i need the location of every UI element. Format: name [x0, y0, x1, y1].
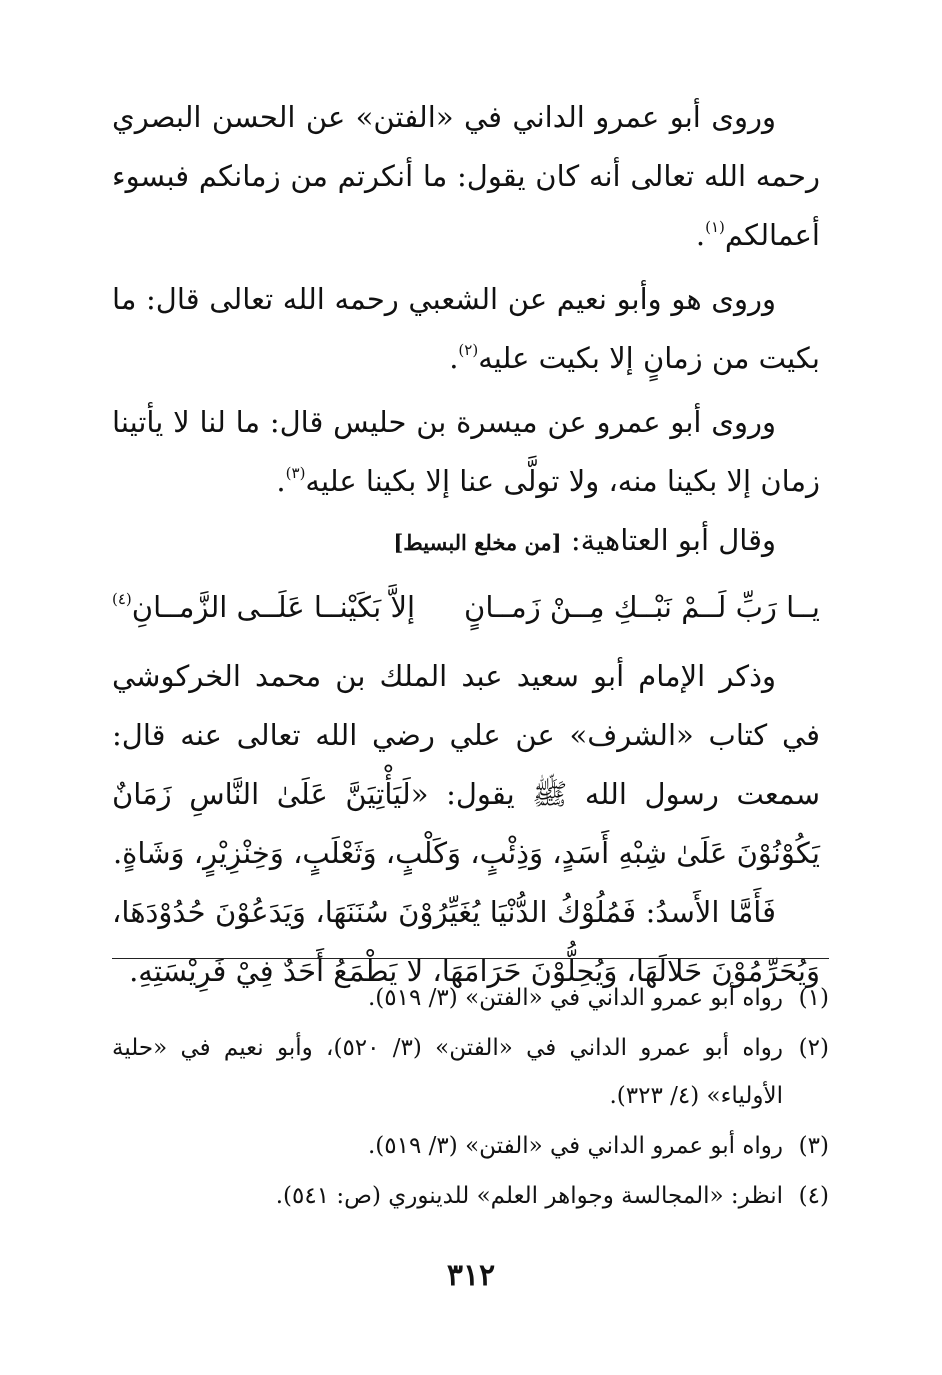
footnote-ref-3: (٣)	[285, 464, 306, 482]
footnote-separator	[112, 958, 829, 959]
footnote-item	[112, 974, 829, 1022]
footnote-text: انظر: «المجالسة وجواهر العلم» للدينوري (ص: ٥٤١).	[275, 1183, 783, 1209]
poem-verse	[112, 578, 820, 637]
paragraph-shabi	[112, 270, 820, 388]
paragraph-lion: فَأَمَّا الأَسدُ: فَمُلُوْكُ الدُّنْيَا يُغَيِّرُوْنَ سُنَنَهَا، وَيَدَعُوْنَ حُدُوْدَهَا، وَيُحَرِّمُوْنَ حَلالَهَا، وَيُحِلُّوْنَ حَرَامَهَا، لا يَطْمَعُ أَحَدٌ فِيْ فَرِيْسَتِهِ.	[112, 895, 820, 988]
footnote-number: (٣)	[798, 1133, 829, 1159]
footnote-text: رواه أبو عمرو الداني في «الفتن» (٣/ ٥١٩).	[368, 985, 783, 1011]
verse-text: إلاَّ بَكَيْنــا عَلَــى الزَّمــانِ	[131, 590, 416, 624]
paragraph-end: .	[276, 464, 286, 498]
meter-note: [من مخلع البسيط]	[393, 530, 562, 555]
paragraph-maysara	[112, 393, 820, 511]
footnote-number: (١)	[798, 985, 829, 1011]
verse-first-hemistich: يــا رَبِّ لَــمْ نَبْــكِ مِــنْ زَمــانٍ	[464, 590, 820, 624]
footnotes	[112, 974, 829, 1222]
verse-second-hemistich	[112, 578, 415, 637]
main-text	[112, 88, 820, 1001]
footnote-ref-4: (٤)	[112, 590, 132, 608]
footnote-ref-1: (١)	[705, 218, 725, 236]
paragraph-hasan-basri	[112, 88, 820, 265]
footnote-number: (٢)	[798, 1035, 829, 1061]
paragraph-end: .	[695, 218, 706, 252]
paragraph-text: وقال أبو العتاهية:	[570, 523, 776, 557]
footnote-text: رواه أبو عمرو الداني في «الفتن» (٣/ ٥٢٠)، وأبو نعيم في «حلية الأولياء» (٤/ ٣٢٣).	[112, 1035, 783, 1109]
footnote-text: رواه أبو عمرو الداني في «الفتن» (٣/ ٥١٩).	[368, 1133, 783, 1159]
footnote-ref-2: (٢)	[458, 341, 479, 359]
footnote-item	[112, 1024, 829, 1120]
paragraph-text: وروى أبو عمرو الداني في «الفتن» عن الحسن البصري رحمه الله تعالى أنه كان يقول: ما أنكرتم من زمانكم فبسوء أعمالكم	[112, 100, 820, 252]
footnote-number: (٤)	[798, 1183, 829, 1209]
paragraph-text: وروى أبو عمرو عن ميسرة بن حليس قال: ما لنا لا يأتينا زمان إلا بكينا منه، ولا تولَّى عنا إلا بكينا عليه	[112, 405, 820, 498]
page-number: ٣١٢	[446, 1258, 496, 1293]
footnote-item	[112, 1122, 829, 1170]
footnote-item	[112, 1172, 829, 1220]
paragraph-hadith: وذكر الإمام أبو سعيد عبد الملك بن محمد الخركوشي في كتاب «الشرف» عن علي رضي الله تعالى عنه قال: سمعت رسول الله ﷺ يقول: «لَيَأْتِيَنَّ عَلَىٰ النَّاسِ زَمَانٌ يَكُوْنُوْنَ عَلَىٰ شِبْهِ أَسَدٍ، وَذِئْبٍ، وَكَلْبٍ، وَثَعْلَبٍ، وَخِنْزِيْرٍ، وَشَاةٍ.	[112, 659, 820, 870]
paragraph-end: .	[449, 341, 459, 375]
paragraph-text: وروى هو وأبو نعيم عن الشعبي رحمه الله تعالى قال: ما بكيت من زمانٍ إلا بكيت عليه	[112, 282, 820, 375]
paragraph-poem-intro	[112, 511, 820, 572]
